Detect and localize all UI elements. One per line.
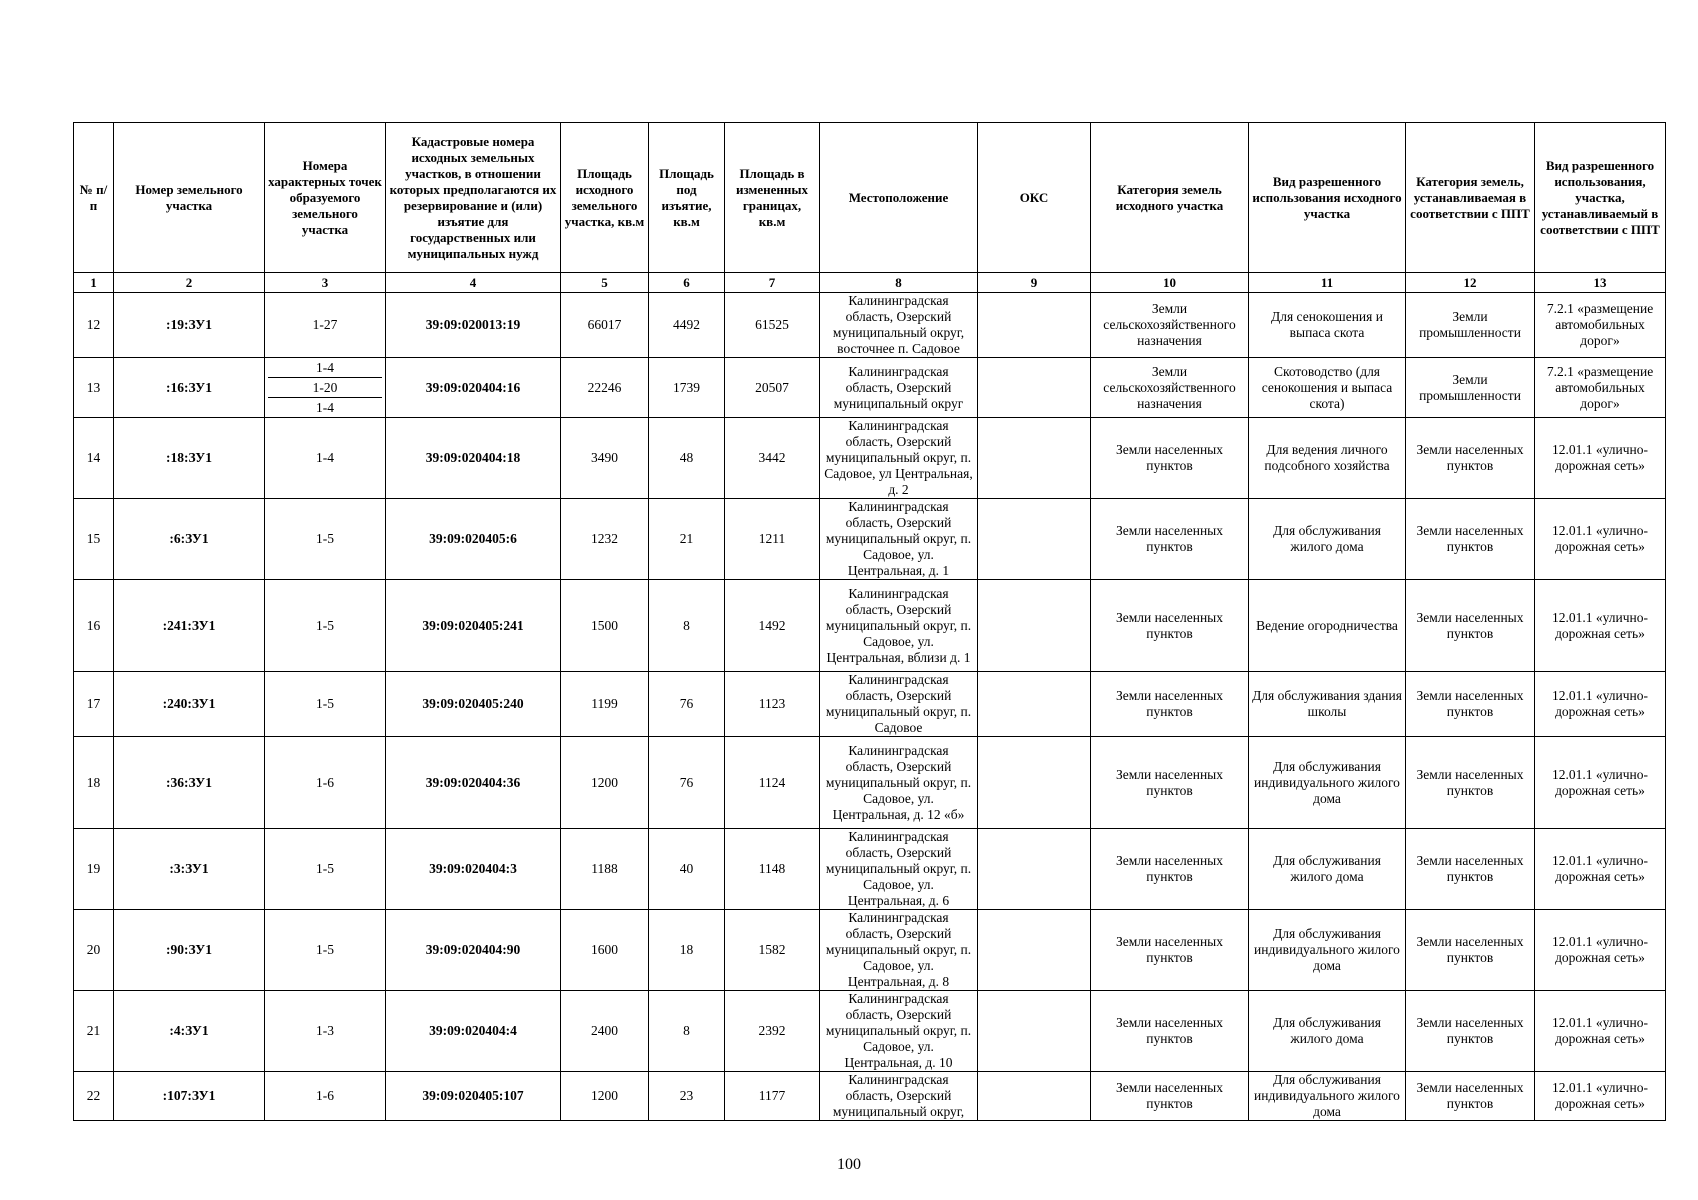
cell-area-source: 1188	[561, 829, 649, 910]
cell-oks	[978, 991, 1091, 1072]
cell-use-ppt: 7.2.1 «размещение автомобильных дорог»	[1535, 358, 1666, 418]
cell-use-ppt: 12.01.1 «улично-дорожная сеть»	[1535, 829, 1666, 910]
cell-cadastral-number: 39:09:020405:107	[386, 1072, 561, 1121]
column-number: 6	[649, 273, 725, 293]
cell-oks	[978, 910, 1091, 991]
cell-area-new: 2392	[725, 991, 820, 1072]
cell-area-new: 3442	[725, 418, 820, 499]
cell-area-source: 1600	[561, 910, 649, 991]
cell-use-ppt: 12.01.1 «улично-дорожная сеть»	[1535, 910, 1666, 991]
cell-category-ppt: Земли населенных пунктов	[1406, 580, 1535, 672]
cell-area-take: 23	[649, 1072, 725, 1121]
cell-area-take: 8	[649, 991, 725, 1072]
column-number: 4	[386, 273, 561, 293]
cell-oks	[978, 499, 1091, 580]
cell-category-source: Земли сельскохозяйственного назначения	[1091, 293, 1249, 358]
cell-location: Калининградская область, Озерский муниципальный округ, п. Садовое, ул. Центральная, д. 12 «б»	[820, 737, 978, 829]
land-plots-table	[73, 122, 1666, 1121]
cell-points: 1-5	[265, 829, 386, 910]
cell-use-ppt: 12.01.1 «улично-дорожная сеть»	[1535, 672, 1666, 737]
cell-cadastral-number: 39:09:020404:16	[386, 358, 561, 418]
cell-area-new: 1148	[725, 829, 820, 910]
header-location: Местоположение	[820, 123, 978, 273]
cell-use-source: Для обслуживания жилого дома	[1249, 991, 1406, 1072]
cell-location: Калининградская область, Озерский муниципальный округ, п. Садовое, ул Центральная, д. 2	[820, 418, 978, 499]
cell-oks	[978, 580, 1091, 672]
cell-area-new: 1177	[725, 1072, 820, 1121]
cell-use-ppt: 12.01.1 «улично-дорожная сеть»	[1535, 737, 1666, 829]
cell-area-source: 22246	[561, 358, 649, 418]
cell-use-source: Для обслуживания индивидуального жилого дома	[1249, 1072, 1406, 1121]
cell-oks	[978, 672, 1091, 737]
cell-location: Калининградская область, Озерский муниципальный округ, п. Садовое, ул. Центральная, д. 6	[820, 829, 978, 910]
cell-category-ppt: Земли населенных пунктов	[1406, 418, 1535, 499]
page-number: 100	[837, 1156, 861, 1173]
cell-category-ppt: Земли населенных пунктов	[1406, 672, 1535, 737]
column-number: 11	[1249, 273, 1406, 293]
cell-row-number: 15	[74, 499, 114, 580]
cell-oks	[978, 829, 1091, 910]
cell-row-number: 13	[74, 358, 114, 418]
cell-plot-number: :4:ЗУ1	[114, 991, 265, 1072]
cell-cadastral-number: 39:09:020405:241	[386, 580, 561, 672]
cell-location: Калининградская область, Озерский муниципальный округ, п. Садовое, ул. Центральная, д. 10	[820, 991, 978, 1072]
column-number: 9	[978, 273, 1091, 293]
cell-row-number: 16	[74, 580, 114, 672]
cell-category-source: Земли населенных пунктов	[1091, 829, 1249, 910]
cell-area-source: 1200	[561, 737, 649, 829]
cell-category-source: Земли населенных пунктов	[1091, 672, 1249, 737]
cell-points: 1-27	[265, 293, 386, 358]
column-number: 3	[265, 273, 386, 293]
cell-category-ppt: Земли населенных пунктов	[1406, 829, 1535, 910]
cell-use-source: Ведение огородничества	[1249, 580, 1406, 672]
cell-location: Калининградская область, Озерский муниципальный округ, п. Садовое, ул. Центральная, д. 8	[820, 910, 978, 991]
header-area-take: Площадь под изъятие, кв.м	[649, 123, 725, 273]
cell-use-ppt: 12.01.1 «улично-дорожная сеть»	[1535, 580, 1666, 672]
cell-cadastral-number: 39:09:020404:90	[386, 910, 561, 991]
column-number: 13	[1535, 273, 1666, 293]
cell-category-source: Земли населенных пунктов	[1091, 418, 1249, 499]
cell-area-take: 4492	[649, 293, 725, 358]
cell-category-ppt: Земли населенных пунктов	[1406, 737, 1535, 829]
cell-category-source: Земли сельскохозяйственного назначения	[1091, 358, 1249, 418]
cell-row-number: 20	[74, 910, 114, 991]
cell-area-source: 1200	[561, 1072, 649, 1121]
cell-area-take: 48	[649, 418, 725, 499]
cell-row-number: 17	[74, 672, 114, 737]
cell-plot-number: :19:ЗУ1	[114, 293, 265, 358]
point-range: 1-4	[316, 360, 334, 375]
header-plot-number: Номер земельного участка	[114, 123, 265, 273]
cell-area-source: 1500	[561, 580, 649, 672]
table-row	[74, 991, 1666, 1072]
cell-use-source: Для ведения личного подсобного хозяйства	[1249, 418, 1406, 499]
cell-cadastral-number: 39:09:020013:19	[386, 293, 561, 358]
cell-category-source: Земли населенных пунктов	[1091, 991, 1249, 1072]
cell-points: 1-3	[265, 991, 386, 1072]
cell-use-source: Для обслуживания индивидуального жилого дома	[1249, 910, 1406, 991]
cell-area-new: 1582	[725, 910, 820, 991]
column-number: 7	[725, 273, 820, 293]
cell-area-take: 8	[649, 580, 725, 672]
cell-oks	[978, 293, 1091, 358]
column-number: 5	[561, 273, 649, 293]
cell-plot-number: :36:ЗУ1	[114, 737, 265, 829]
cell-category-ppt: Земли населенных пунктов	[1406, 499, 1535, 580]
header-area-new: Площадь в измененных границах, кв.м	[725, 123, 820, 273]
cell-area-new: 1124	[725, 737, 820, 829]
cell-location: Калининградская область, Озерский муниципальный округ,	[820, 1072, 978, 1121]
cell-cadastral-number: 39:09:020404:4	[386, 991, 561, 1072]
cell-row-number: 18	[74, 737, 114, 829]
header-use-ppt: Вид разрешенного использования, участка, устанавливаемый в соответствии с ППТ	[1535, 123, 1666, 273]
cell-use-source: Скотоводство (для сенокошения и выпаса скота)	[1249, 358, 1406, 418]
table-row	[74, 580, 1666, 672]
header-category-source: Категория земель исходного участка	[1091, 123, 1249, 273]
cell-plot-number: :3:ЗУ1	[114, 829, 265, 910]
header-points: Номера характерных точек образуемого земельного участка	[265, 123, 386, 273]
cell-points: 1-5	[265, 499, 386, 580]
cell-location: Калининградская область, Озерский муниципальный округ, п. Садовое	[820, 672, 978, 737]
header-category-ppt: Категория земель, устанавливаемая в соответствии с ППТ	[1406, 123, 1535, 273]
cell-category-source: Земли населенных пунктов	[1091, 737, 1249, 829]
header-row	[74, 123, 1666, 273]
cell-category-source: Земли населенных пунктов	[1091, 580, 1249, 672]
cell-use-ppt: 12.01.1 «улично-дорожная сеть»	[1535, 991, 1666, 1072]
point-range: 1-20	[268, 377, 382, 397]
column-number: 12	[1406, 273, 1535, 293]
cell-use-ppt: 7.2.1 «размещение автомобильных дорог»	[1535, 293, 1666, 358]
cell-area-take: 18	[649, 910, 725, 991]
cell-area-source: 2400	[561, 991, 649, 1072]
cell-use-ppt: 12.01.1 «улично-дорожная сеть»	[1535, 499, 1666, 580]
table-row	[74, 418, 1666, 499]
cell-use-ppt: 12.01.1 «улично-дорожная сеть»	[1535, 1072, 1666, 1121]
cell-use-source: Для обслуживания жилого дома	[1249, 499, 1406, 580]
cell-row-number: 19	[74, 829, 114, 910]
header-area-source: Площадь исходного земельного участка, кв.м	[561, 123, 649, 273]
cell-points: 1-5	[265, 580, 386, 672]
cell-area-source: 1199	[561, 672, 649, 737]
table-row	[74, 293, 1666, 358]
cell-category-source: Земли населенных пунктов	[1091, 910, 1249, 991]
cell-category-ppt: Земли населенных пунктов	[1406, 991, 1535, 1072]
cell-category-source: Земли населенных пунктов	[1091, 499, 1249, 580]
cell-oks	[978, 737, 1091, 829]
header-cadastral-numbers: Кадастровые номера исходных земельных участков, в отношении которых предполагаются их резервирование и (или) изъятие для государственных или муниципальных нужд	[386, 123, 561, 273]
cell-category-source: Земли населенных пунктов	[1091, 1072, 1249, 1121]
table-row	[74, 829, 1666, 910]
cell-location: Калининградская область, Озерский муниципальный округ	[820, 358, 978, 418]
header-row-number: № п/п	[74, 123, 114, 273]
cell-area-new: 20507	[725, 358, 820, 418]
cell-cadastral-number: 39:09:020404:3	[386, 829, 561, 910]
cell-oks	[978, 418, 1091, 499]
cell-area-take: 21	[649, 499, 725, 580]
cell-plot-number: :241:ЗУ1	[114, 580, 265, 672]
cell-oks	[978, 358, 1091, 418]
cell-plot-number: :90:ЗУ1	[114, 910, 265, 991]
cell-plot-number: :18:ЗУ1	[114, 418, 265, 499]
column-number: 10	[1091, 273, 1249, 293]
cell-area-source: 66017	[561, 293, 649, 358]
table-row	[74, 672, 1666, 737]
cell-category-ppt: Земли населенных пунктов	[1406, 910, 1535, 991]
cell-area-take: 76	[649, 672, 725, 737]
cell-cadastral-number: 39:09:020405:6	[386, 499, 561, 580]
cell-cadastral-number: 39:09:020405:240	[386, 672, 561, 737]
point-range: 1-4	[268, 397, 382, 417]
cell-plot-number: :107:ЗУ1	[114, 1072, 265, 1121]
cell-points: 1-4	[265, 418, 386, 499]
cell-points	[265, 358, 386, 418]
table-row	[74, 358, 1666, 418]
cell-area-new: 61525	[725, 293, 820, 358]
column-number: 8	[820, 273, 978, 293]
cell-category-ppt: Земли промышленности	[1406, 293, 1535, 358]
cell-area-take: 40	[649, 829, 725, 910]
cell-cadastral-number: 39:09:020404:36	[386, 737, 561, 829]
cell-row-number: 12	[74, 293, 114, 358]
cell-location: Калининградская область, Озерский муниципальный округ, п. Садовое, ул. Центральная, д. 1	[820, 499, 978, 580]
cell-plot-number: :16:ЗУ1	[114, 358, 265, 418]
cell-row-number: 21	[74, 991, 114, 1072]
cell-points: 1-5	[265, 672, 386, 737]
cell-points: 1-6	[265, 737, 386, 829]
cell-use-source: Для обслуживания индивидуального жилого дома	[1249, 737, 1406, 829]
cell-area-source: 3490	[561, 418, 649, 499]
cell-area-new: 1123	[725, 672, 820, 737]
column-number: 2	[114, 273, 265, 293]
cell-points: 1-5	[265, 910, 386, 991]
cell-location: Калининградская область, Озерский муниципальный округ, п. Садовое, ул. Центральная, вблизи д. 1	[820, 580, 978, 672]
cell-area-source: 1232	[561, 499, 649, 580]
cell-points: 1-6	[265, 1072, 386, 1121]
cell-area-new: 1492	[725, 580, 820, 672]
cell-row-number: 14	[74, 418, 114, 499]
cell-use-source: Для обслуживания жилого дома	[1249, 829, 1406, 910]
cell-area-take: 1739	[649, 358, 725, 418]
cell-cadastral-number: 39:09:020404:18	[386, 418, 561, 499]
cell-category-ppt: Земли населенных пунктов	[1406, 1072, 1535, 1121]
header-use-source: Вид разрешенного использования исходного участка	[1249, 123, 1406, 273]
cell-oks	[978, 1072, 1091, 1121]
cell-use-source: Для обслуживания здания школы	[1249, 672, 1406, 737]
table-row	[74, 499, 1666, 580]
cell-location: Калининградская область, Озерский муниципальный округ, восточнее п. Садовое	[820, 293, 978, 358]
cell-plot-number: :6:ЗУ1	[114, 499, 265, 580]
cell-row-number: 22	[74, 1072, 114, 1121]
cell-area-new: 1211	[725, 499, 820, 580]
cell-category-ppt: Земли промышленности	[1406, 358, 1535, 418]
header-oks: ОКС	[978, 123, 1091, 273]
table-row	[74, 1072, 1666, 1121]
column-number-row	[74, 273, 1666, 293]
cell-use-source: Для сенокошения и выпаса скота	[1249, 293, 1406, 358]
cell-use-ppt: 12.01.1 «улично-дорожная сеть»	[1535, 418, 1666, 499]
table-row	[74, 910, 1666, 991]
cell-plot-number: :240:ЗУ1	[114, 672, 265, 737]
column-number: 1	[74, 273, 114, 293]
cell-area-take: 76	[649, 737, 725, 829]
table-row	[74, 737, 1666, 829]
